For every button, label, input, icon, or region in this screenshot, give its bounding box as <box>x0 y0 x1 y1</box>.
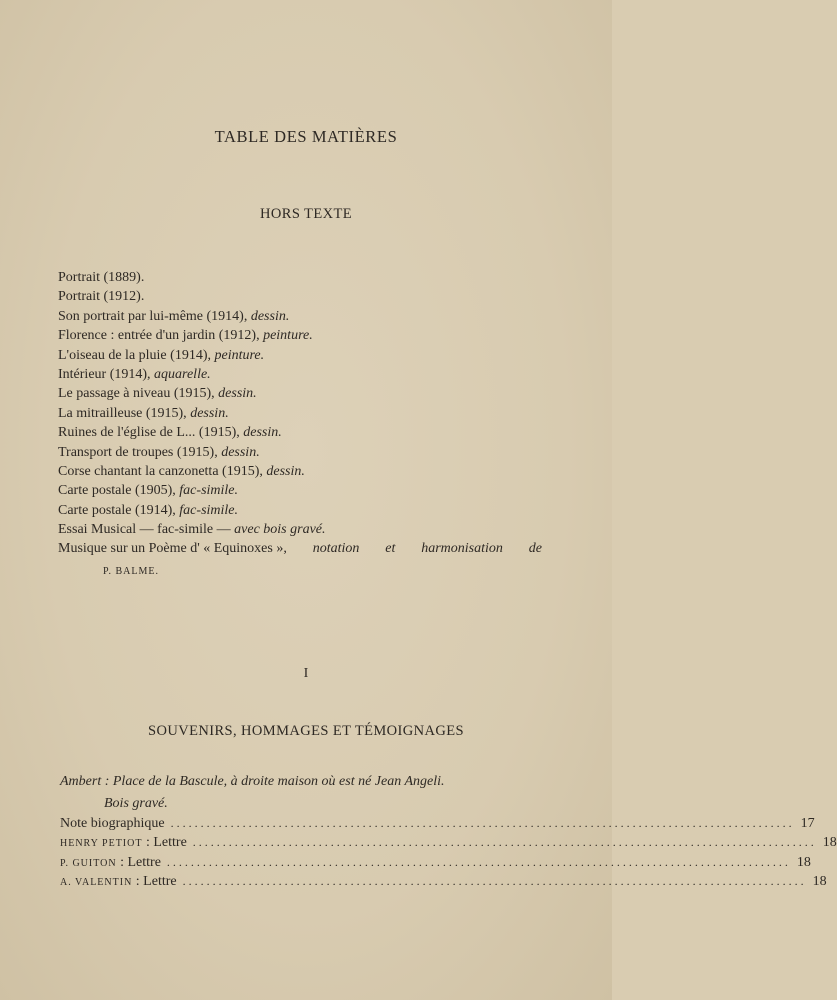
dot-leader: ........................................................................................................ <box>182 874 807 889</box>
list-item: Corse chantant la canzonetta (1915), dessin. <box>58 463 305 479</box>
toc-entry: A. VALENTIN : Lettre ........................................................................................................ 18 <box>60 874 827 890</box>
page-number: 18 <box>822 835 837 851</box>
list-item: Carte postale (1914), fac-simile. <box>58 502 239 518</box>
list-item: Essai Musical — fac-simile — avec bois gravé. <box>58 522 326 538</box>
list-item: Florence : entrée d'un jardin (1912), peinture. <box>58 328 313 344</box>
dot-leader: ........................................................................................................ <box>192 835 817 850</box>
dot-leader: ........................................................................................................ <box>166 854 791 869</box>
plates-list <box>58 268 558 559</box>
dot-leader: ........................................................................................................ <box>170 816 795 830</box>
page-number: 17 <box>800 816 815 831</box>
list-item: Portrait (1912). <box>58 289 145 305</box>
section-numeral: I <box>303 666 309 681</box>
hors-texte-heading: HORS TEXTE <box>260 206 352 222</box>
musique-item: Musique sur un Poème d' « Equinoxes », notation et harmonisation de <box>58 541 542 557</box>
toc-list <box>60 816 837 894</box>
toc-entry: HENRY PETIOT : Lettre ........................................................................................................ 18 <box>60 835 837 851</box>
list-item: Ruines de l'église de L... (1915), dessin. <box>58 425 282 441</box>
list-item: Intérieur (1914), aquarelle. <box>58 366 211 382</box>
musique-continuation: P. BALME. <box>103 566 159 577</box>
toc-entry: Note biographique ........................................................................................................ 17 <box>60 816 815 831</box>
page-title: TABLE DES MATIÈRES <box>214 127 398 146</box>
page-number: 18 <box>812 874 827 890</box>
illustration-caption: Ambert : Place de la Bascule, à droite maison où est né Jean Angeli. <box>60 774 445 789</box>
list-item: Transport de troupes (1915), dessin. <box>58 444 260 460</box>
list-item: Son portrait par lui-même (1914), dessin. <box>58 308 290 324</box>
list-item: Le passage à niveau (1915), dessin. <box>58 386 257 402</box>
list-item: Portrait (1889). <box>58 270 145 285</box>
page-number: 18 <box>796 854 811 870</box>
illustration-caption-continued: Bois gravé. <box>104 796 168 811</box>
section-heading: SOUVENIRS, HOMMAGES ET TÉMOIGNAGES <box>148 723 464 739</box>
list-item: L'oiseau de la pluie (1914), peinture. <box>58 347 265 363</box>
list-item: La mitrailleuse (1915), dessin. <box>58 405 229 421</box>
toc-entry: P. GUITON : Lettre ........................................................................................................ 18 <box>60 854 811 870</box>
list-item: Carte postale (1905), fac-simile. <box>58 483 239 499</box>
